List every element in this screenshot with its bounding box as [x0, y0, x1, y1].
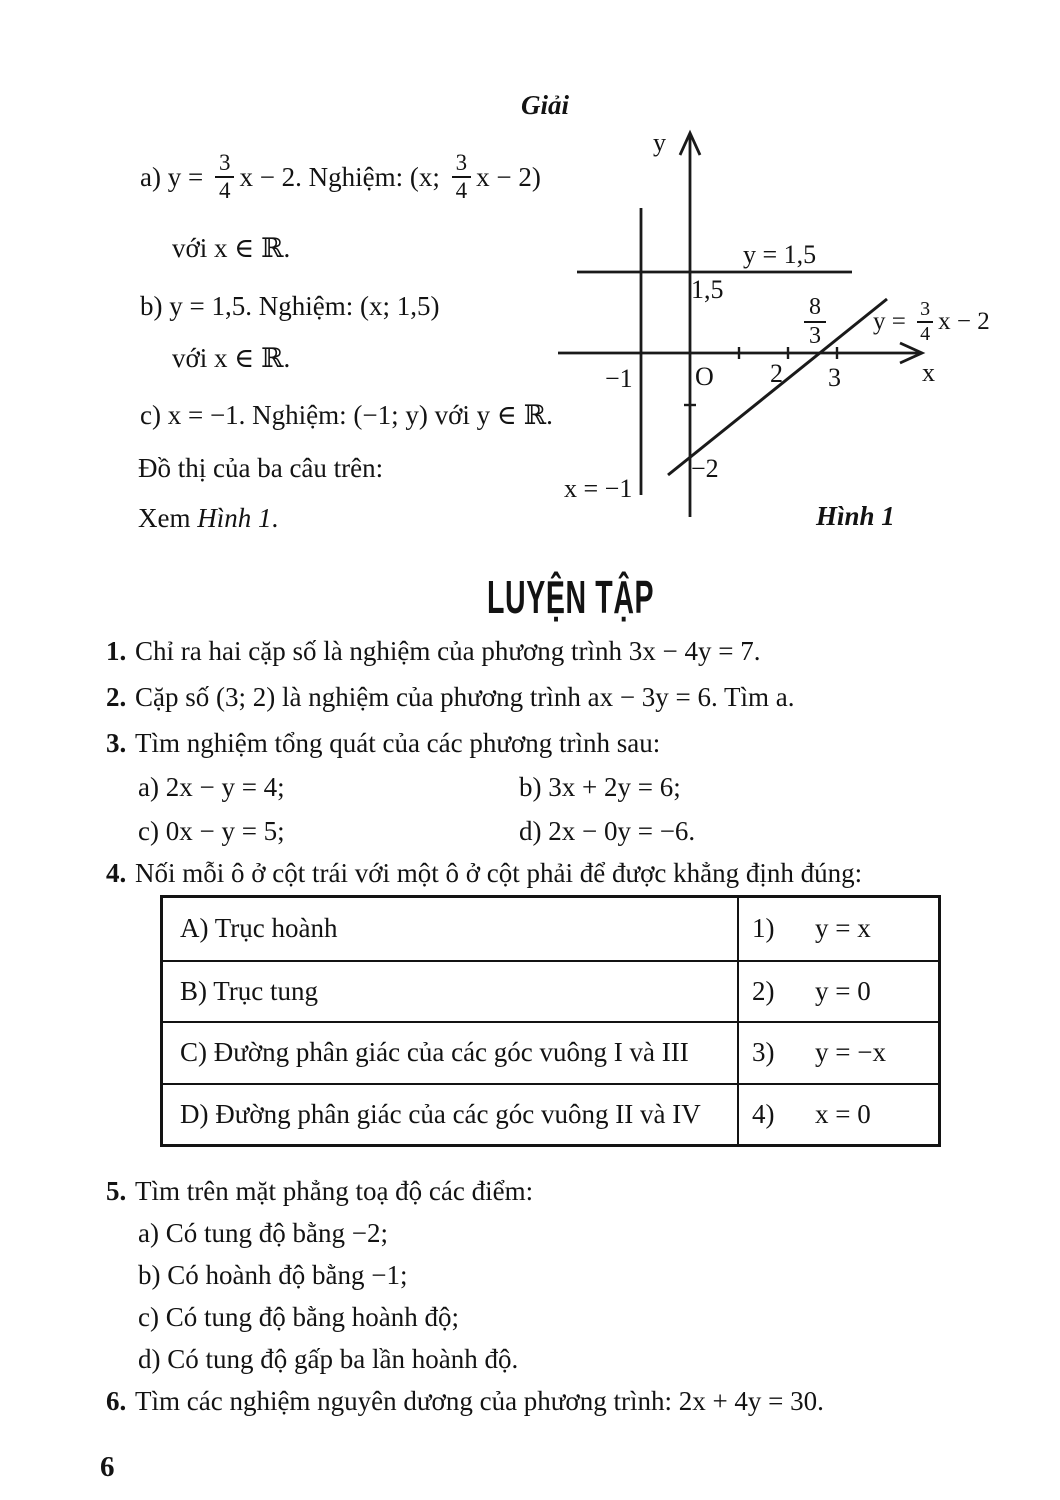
- table-cell-left-D: D) Đường phân giác của các góc vuông II và IV: [163, 1083, 737, 1145]
- exercise-item-3b: b) 3x + 2y = 6;: [519, 772, 681, 802]
- page-number: 6: [100, 1451, 115, 1483]
- solution-line-a: [140, 150, 541, 204]
- solution-see-figure: Xem Hình 1.: [138, 503, 279, 533]
- solution-a-suffix: x − 2): [476, 162, 541, 192]
- table-cell-left-B: B) Trục tung: [163, 960, 737, 1022]
- exercise-item-6: 6. Tìm các nghiệm nguyên dương của phương trình: 2x + 4y = 30.: [106, 1386, 824, 1416]
- exercise-item-3: 3. Tìm nghiệm tổng quát của các phương trình sau:: [106, 728, 661, 758]
- line-label-y-equals-1-5: y = 1,5: [743, 240, 817, 269]
- table-cell-right-4: 4) x = 0: [737, 1083, 938, 1145]
- solution-line-b: b) y = 1,5. Nghiệm: (x; 1,5): [140, 291, 440, 321]
- table-cell-right-2: 2) y = 0: [737, 960, 938, 1022]
- figure-hinh-1: [550, 110, 1020, 540]
- tick-label-2: 2: [770, 359, 783, 388]
- fraction-three-quarters: $\frac{3}{4}$: [215, 150, 235, 204]
- exercise-item-4: 4. Nối mỗi ô ở cột trái với một ô ở cột phải để được khẳng định đúng:: [106, 858, 863, 888]
- intercept-label-minus-2: −2: [691, 454, 719, 483]
- line-label-x-equals-minus-1: x = −1: [564, 474, 633, 503]
- exercise-item-3d: d) 2x − 0y = −6.: [519, 816, 696, 846]
- figure-reference: Hình 1: [197, 503, 272, 533]
- solution-a-domain: với x ∈ ℝ.: [172, 233, 291, 263]
- solution-b-domain: với x ∈ ℝ.: [172, 343, 291, 373]
- fraction-three-quarters: $\frac{3}{4}$: [917, 298, 933, 346]
- solution-a-middle: x − 2. Nghiệm: (x;: [239, 162, 447, 192]
- y-axis-label: y: [653, 128, 666, 157]
- table-cell-left-A: A) Trục hoành: [180, 913, 338, 944]
- table-cell-left-C: C) Đường phân giác của các góc vuông I và III: [163, 1021, 737, 1083]
- exercise-item-3c: c) 0x − y = 5;: [138, 816, 285, 846]
- table-cell-right-3: 3) y = −x: [737, 1021, 938, 1083]
- exercise-item-1: 1. Chỉ ra hai cặp số là nghiệm của phương trình 3x − 4y = 7.: [106, 636, 761, 666]
- exercise-item-5a: a) Có tung độ bằng −2;: [138, 1218, 388, 1248]
- exercise-item-3a: a) 2x − y = 4;: [138, 772, 285, 802]
- matching-table: [160, 895, 941, 1147]
- solution-a-prefix: a) y =: [140, 162, 210, 192]
- tick-label-3: 3: [828, 363, 841, 392]
- solution-line-c: c) x = −1. Nghiệm: (−1; y) với y ∈ ℝ.: [140, 400, 553, 430]
- tick-label-minus-1: −1: [605, 364, 633, 393]
- exercise-item-5b: b) Có hoành độ bằng −1;: [138, 1260, 408, 1290]
- intercept-label-8-3: $\frac{8}{3}$: [804, 294, 826, 350]
- line-label-y-equals-three-quarters-x-minus-2: y = $\frac{3}{4}$ x − 2: [873, 298, 990, 345]
- origin-label: O: [695, 362, 714, 391]
- intercept-label-1-5: 1,5: [691, 275, 724, 304]
- solution-heading: Giải: [521, 90, 570, 120]
- table-cell-right-1: 1) y = x: [737, 898, 938, 960]
- exercise-item-2: 2. Cặp số (3; 2) là nghiệm của phương trình ax − 3y = 6. Tìm a.: [106, 682, 795, 712]
- x-axis-label: x: [922, 358, 935, 387]
- exercise-item-5c: c) Có tung độ bằng hoành độ;: [138, 1302, 459, 1332]
- figure-caption: Hình 1: [816, 501, 895, 531]
- exercise-item-5d: d) Có tung độ gấp ba lần hoành độ.: [138, 1344, 519, 1374]
- fraction-three-quarters: $\frac{3}{4}$: [452, 150, 472, 204]
- practice-heading: LUYỆN TẬP: [487, 571, 655, 623]
- solution-graph-note: Đồ thị của ba câu trên:: [138, 453, 384, 483]
- exercise-item-5: 5. Tìm trên mặt phẳng toạ độ các điểm:: [106, 1176, 534, 1206]
